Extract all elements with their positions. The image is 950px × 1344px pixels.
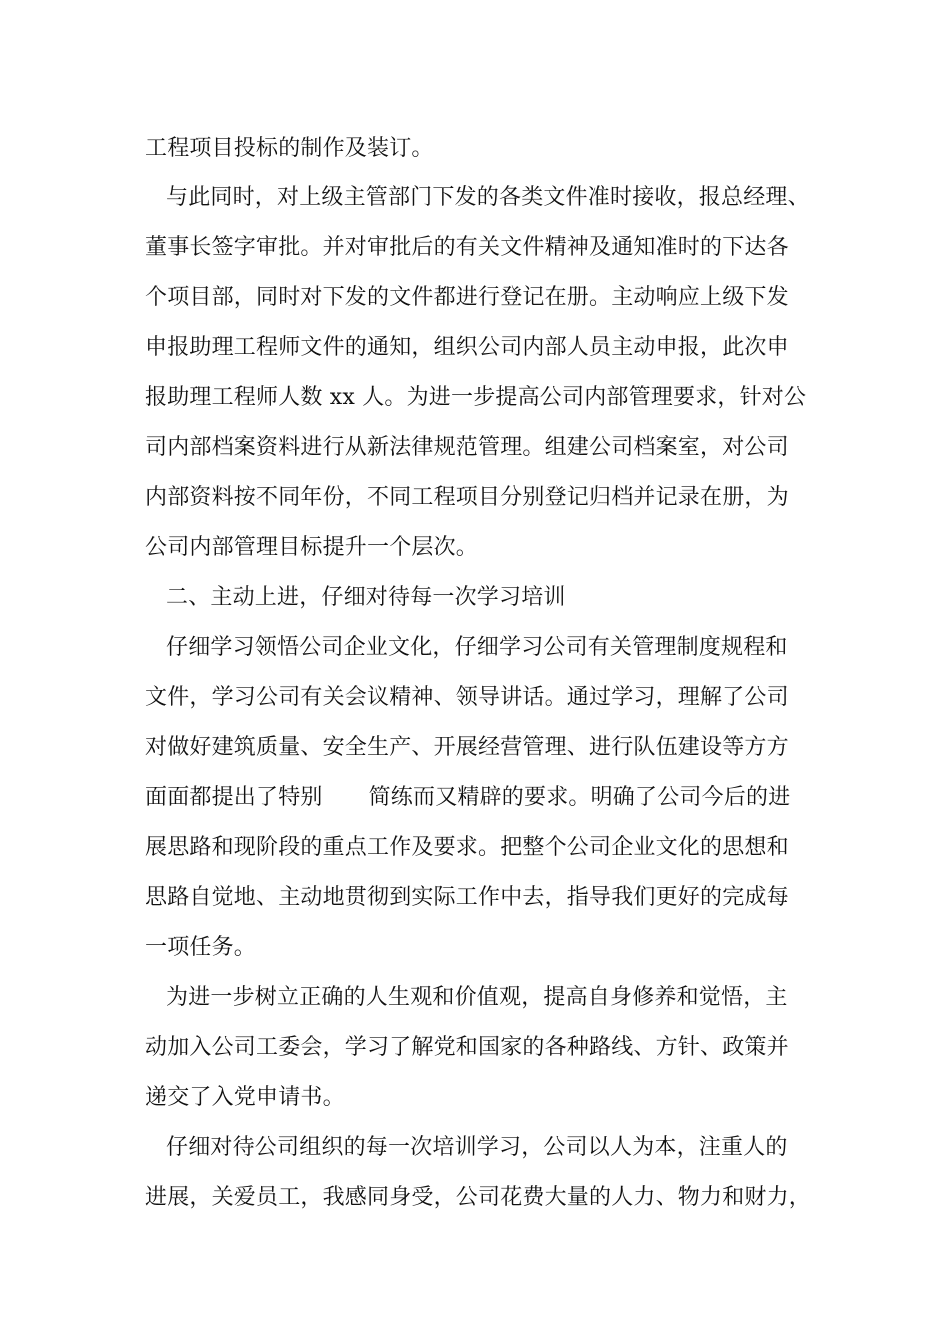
text-line: 报助理工程师人数 xx 人。为进一步提高公司内部管理要求，针对公	[145, 385, 807, 410]
text-line-split	[145, 783, 825, 813]
section-heading: 二、主动上进，仔细对待每一次学习培训	[166, 585, 566, 610]
text-segment: 简练而又精辟的要求。明确了公司今后的进	[368, 785, 791, 810]
text-line: 公司内部管理目标提升一个层次。	[145, 535, 479, 560]
text-line: 工程项目投标的制作及装订。	[145, 136, 434, 161]
text-line: 申报助理工程师文件的通知，组织公司内部人员主动申报，此次申	[145, 335, 789, 360]
text-line: 司内部档案资料进行从新法律规范管理。组建公司档案室，对公司	[145, 435, 789, 460]
paragraph-start-line: 与此同时，对上级主管部门下发的各类文件准时接收，报总经理、	[166, 185, 810, 210]
paragraph-start-line: 仔细对待公司组织的每一次培训学习，公司以人为本，注重人的	[166, 1135, 788, 1160]
text-line: 文件，学习公司有关会议精神、领导讲话。通过学习，理解了公司	[145, 685, 789, 710]
text-line: 个项目部，同时对下发的文件都进行登记在册。主动响应上级下发	[145, 285, 789, 310]
text-segment: 面面都提出了特别	[145, 785, 323, 810]
text-line: 一项任务。	[145, 935, 257, 960]
paragraph-start-line: 为进一步树立正确的人生观和价值观，提高自身修养和觉悟，主	[166, 985, 788, 1010]
text-line: 展思路和现阶段的重点工作及要求。把整个公司企业文化的思想和	[145, 835, 789, 860]
text-line: 内部资料按不同年份，不同工程项目分别登记归档并记录在册，为	[145, 485, 789, 510]
text-line: 动加入公司工委会，学习了解党和国家的各种路线、方针、政策并	[145, 1035, 789, 1060]
text-line: 递交了入党申请书。	[145, 1085, 345, 1110]
text-line: 思路自觉地、主动地贯彻到实际工作中去，指导我们更好的完成每	[145, 885, 789, 910]
text-line: 对做好建筑质量、安全生产、开展经营管理、进行队伍建设等方方	[145, 735, 789, 760]
text-line: 进展，关爱员工，我感同身受，公司花费大量的人力、物力和财力，	[145, 1185, 812, 1210]
text-line: 董事长签字审批。并对审批后的有关文件精神及通知准时的下达各	[145, 235, 789, 260]
paragraph-start-line: 仔细学习领悟公司企业文化，仔细学习公司有关管理制度规程和	[166, 635, 788, 660]
